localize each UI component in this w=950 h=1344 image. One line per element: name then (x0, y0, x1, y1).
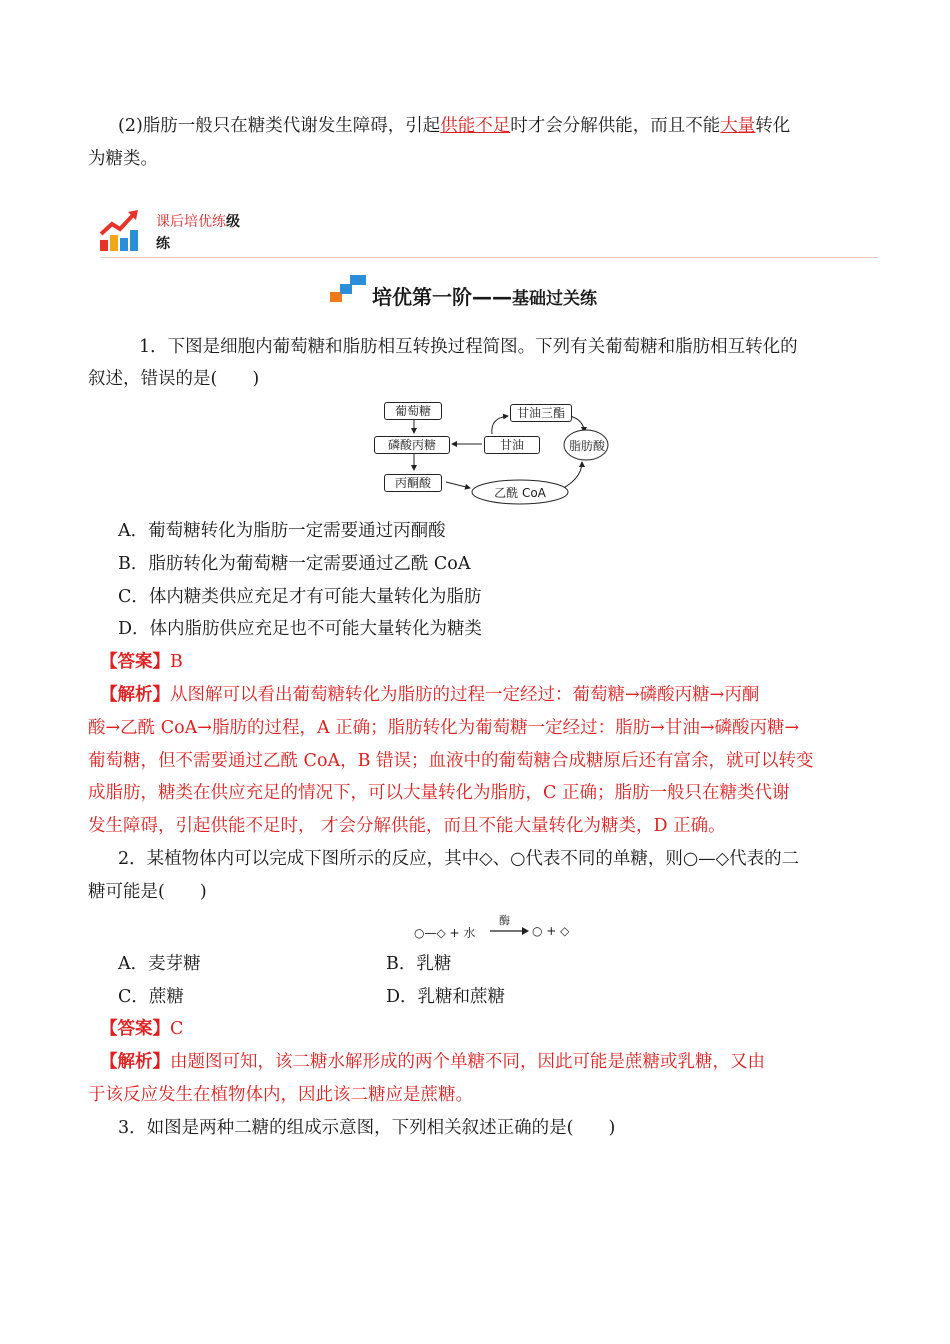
stairs-icon (330, 272, 368, 304)
intro-line-2: 为糖类。 (88, 149, 158, 169)
q1-stem-line2: 叙述，错误的是( ) (88, 369, 260, 389)
banner-title-red: 课后培优练 (156, 214, 226, 230)
analysis-text: 从图解可以看出葡萄糖转化为脂肪的过程一定经过：葡萄糖→磷酸丙糖→丙酮 (170, 685, 760, 705)
intro-text: 转化 (755, 116, 791, 136)
q2-stem-line1: 2．某植物体内可以完成下图所示的反应，其中◇、○代表不同的单糖，则○—◇代表的二 (118, 849, 800, 869)
banner-title-black: 级 (226, 214, 240, 230)
q1-analysis-line1 (100, 683, 759, 707)
section-title (372, 283, 597, 313)
q1-analysis-line3: 葡萄糖，但不需要通过乙酰 CoA，B 错误；血液中的葡萄糖合成糖原后还有富余，就可以转变 (88, 751, 814, 771)
q2-analysis-line1 (100, 1050, 765, 1074)
q1-stem-line1: 1．下图是细胞内葡萄糖和脂肪相互转换过程简图。下列有关葡萄糖和脂肪相互转化的 (139, 337, 798, 357)
q2-option-d: D．乳糖和蔗糖 (386, 987, 506, 1007)
banner-title (156, 212, 240, 232)
q1-analysis-line5: 发生障碍，引起供能不足时， 才会分解供能，而且不能大量转化为糖类，D 正确。 (88, 816, 726, 836)
q2-stem-line2: 糖可能是( ) (88, 882, 207, 902)
analysis-label: 【解析】 (100, 1052, 170, 1072)
q2-answer (100, 1017, 183, 1041)
reaction-left: ○—◇ + 水 (414, 926, 476, 940)
q1-option-c: C．体内糖类供应充足才有可能大量转化为脂肪 (118, 587, 482, 607)
q2-reaction (414, 916, 594, 942)
q1-answer (100, 650, 183, 674)
analysis-text: 由题图可知，该二糖水解形成的两个单糖不同，因此可能是蔗糖或乳糖，又由 (170, 1052, 765, 1072)
intro-text: (2)脂肪一般只在糖类代谢发生障碍，引起 (118, 116, 441, 136)
q1-option-d: D．体内脂肪供应充足也不可能大量转化为糖类 (118, 619, 483, 639)
reaction-arrow-icon (490, 926, 530, 936)
node-pyruvate: 丙酮酸 (384, 474, 442, 492)
section-title-main: 培优第一阶 (372, 285, 472, 309)
section-title-dash: —— (472, 285, 512, 309)
intro-line-1 (118, 114, 790, 138)
node-glucose: 葡萄糖 (384, 402, 442, 420)
underlined-term: 大量 (720, 116, 756, 136)
underlined-term: 供能不足 (440, 116, 511, 136)
q1-option-a: A．葡萄糖转化为脂肪一定需要通过丙酮酸 (118, 521, 446, 541)
q1-analysis-line4: 成脂肪，糖类在供应充足的情况下，可以大量转化为脂肪，C 正确；脂肪一般只在糖类代谢 (88, 783, 790, 803)
q2-option-a: A．麦芽糖 (118, 954, 201, 974)
chart-logo-icon (98, 208, 142, 252)
node-fatty-acid: 脂肪酸 (568, 439, 605, 453)
answer-value: C (170, 1019, 184, 1039)
node-triglyceride: 甘油三酯 (510, 404, 572, 422)
banner-divider (100, 257, 878, 258)
answer-label: 【答案】 (100, 652, 170, 672)
intro-text: 时才会分解供能，而且不能 (510, 116, 721, 136)
q1-diagram (370, 398, 620, 508)
node-acetyl-coa: 乙酰 CoA (494, 486, 546, 500)
analysis-label: 【解析】 (100, 685, 170, 705)
q3-stem: 3．如图是两种二糖的组成示意图，下列相关叙述正确的是( ) (118, 1118, 616, 1138)
q1-analysis-line2: 酸→乙酰 CoA→脂肪的过程，A 正确；脂肪转化为葡萄糖一定经过：脂肪→甘油→磷酸丙糖→ (88, 718, 800, 738)
q2-option-c: C．蔗糖 (118, 987, 184, 1007)
answer-value: B (170, 652, 183, 672)
banner-title-line2: 练 (156, 236, 170, 252)
answer-label: 【答案】 (100, 1019, 170, 1039)
q1-option-b: B．脂肪转化为葡萄糖一定需要通过乙酰 CoA (118, 554, 471, 574)
node-glycerol: 甘油 (484, 436, 540, 454)
reaction-right: ○ + ◇ (532, 924, 570, 938)
q2-option-b: B．乳糖 (386, 954, 452, 974)
node-phospho-triose: 磷酸丙糖 (374, 436, 450, 454)
section-title-sub: 基础过关练 (512, 289, 597, 309)
reaction-enzyme: 酶 (499, 914, 510, 927)
q2-analysis-line2: 于该反应发生在植物体内，因此该二糖应是蔗糖。 (88, 1085, 473, 1105)
